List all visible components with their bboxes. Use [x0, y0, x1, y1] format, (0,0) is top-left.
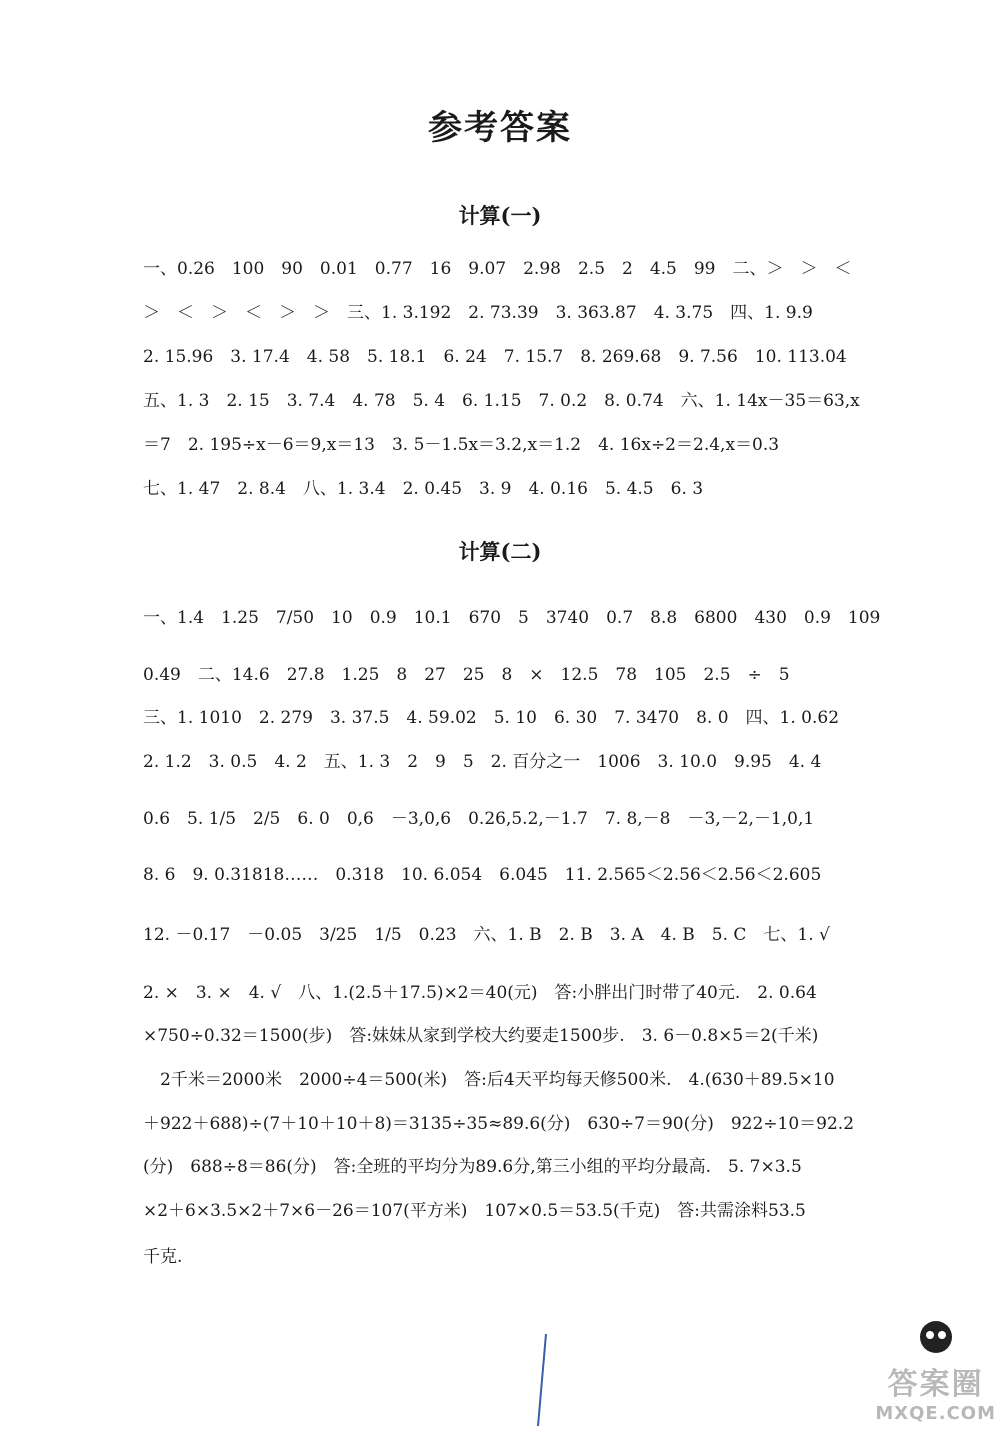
answer-line: 一、1.4 1.25 7/50 10 0.9 10.1 670 5 3740 0.7 8.8 6800 430 0.9 109 [143, 608, 881, 628]
answer-line: ＝7 2. 195÷x－6＝9,x＝13 3. 5－1.5x＝3.2,x＝1.2 4. 16x÷2＝2.4,x＝0.3 [143, 435, 780, 455]
answer-line: 2千米＝2000米 2000÷4＝500(米) 答:后4天平均每天修500米. 4.(630＋89.5×10 [143, 1070, 835, 1090]
page-title: 参考答案 [428, 108, 572, 148]
answer-line: 12. －0.17 －0.05 3/25 1/5 0.23 六、1. B 2. B 3. A 4. B 5. C 七、1. √ [143, 925, 830, 945]
answer-line: ＋922＋688)÷(7＋10＋10＋8)＝3135÷35≈89.6(分) 630÷7＝90(分) 922÷10＝92.2 [143, 1114, 855, 1134]
answer-line: 一、0.26 100 90 0.01 0.77 16 9.07 2.98 2.5 2 4.5 99 二、＞ ＞ ＜ [143, 259, 852, 279]
watermark-logo-icon [913, 1315, 959, 1355]
watermark [875, 1315, 996, 1424]
answer-line: ×2＋6×3.5×2＋7×6－26＝107(平方米) 107×0.5＝53.5(千克) 答:共需涂料53.5 [143, 1201, 806, 1221]
answer-line: 0.6 5. 1/5 2/5 6. 0 0,6 －3,0,6 0.26,5.2,－1.7 7. 8,－8 －3,－2,－1,0,1 [143, 809, 815, 829]
answer-line: 0.49 二、14.6 27.8 1.25 8 27 25 8 × 12.5 78 105 2.5 ÷ 5 [143, 665, 790, 685]
answer-line: 2. 15.96 3. 17.4 4. 58 5. 18.1 6. 24 7. 15.7 8. 269.68 9. 7.56 10. 113.04 [143, 347, 847, 367]
watermark-cn: 答案圈 [887, 1367, 984, 1402]
answer-line: 2. × 3. × 4. √ 八、1.(2.5＋17.5)×2＝40(元) 答:小胖出门时带了40元. 2. 0.64 [143, 983, 817, 1003]
answer-line: ＞ ＜ ＞ ＜ ＞ ＞ 三、1. 3.192 2. 73.39 3. 363.87 4. 3.75 四、1. 9.9 [143, 303, 813, 323]
answer-line: 千克. [143, 1247, 183, 1267]
answer-line: 2. 1.2 3. 0.5 4. 2 五、1. 3 2 9 5 2. 百分之一 1006 3. 10.0 9.95 4. 4 [143, 752, 822, 772]
section-heading-1: 计算(一) [458, 203, 542, 228]
answer-line: 8. 6 9. 0.31818…… 0.318 10. 6.054 6.045 11. 2.565＜2.56＜2.56＜2.605 [143, 865, 822, 885]
answer-line: (分) 688÷8＝86(分) 答:全班的平均分为89.6分,第三小组的平均分最高. 5. 7×3.5 [143, 1157, 802, 1177]
watermark-en: MXQE.COM [875, 1403, 996, 1424]
answer-line: ×750÷0.32＝1500(步) 答:妹妹从家到学校大约要走1500步. 3. 6－0.8×5＝2(千米) [143, 1026, 819, 1046]
answer-line: 三、1. 1010 2. 279 3. 37.5 4. 59.02 5. 10 6. 30 7. 3470 8. 0 四、1. 0.62 [143, 708, 840, 728]
pen-stroke-mark [532, 1330, 552, 1430]
answer-line: 七、1. 47 2. 8.4 八、1. 3.4 2. 0.45 3. 9 4. 0.16 5. 4.5 6. 3 [143, 479, 704, 499]
answer-line: 五、1. 3 2. 15 3. 7.4 4. 78 5. 4 6. 1.15 7. 0.2 8. 0.74 六、1. 14x－35＝63,x [143, 391, 860, 411]
section-heading-2: 计算(二) [458, 539, 542, 564]
